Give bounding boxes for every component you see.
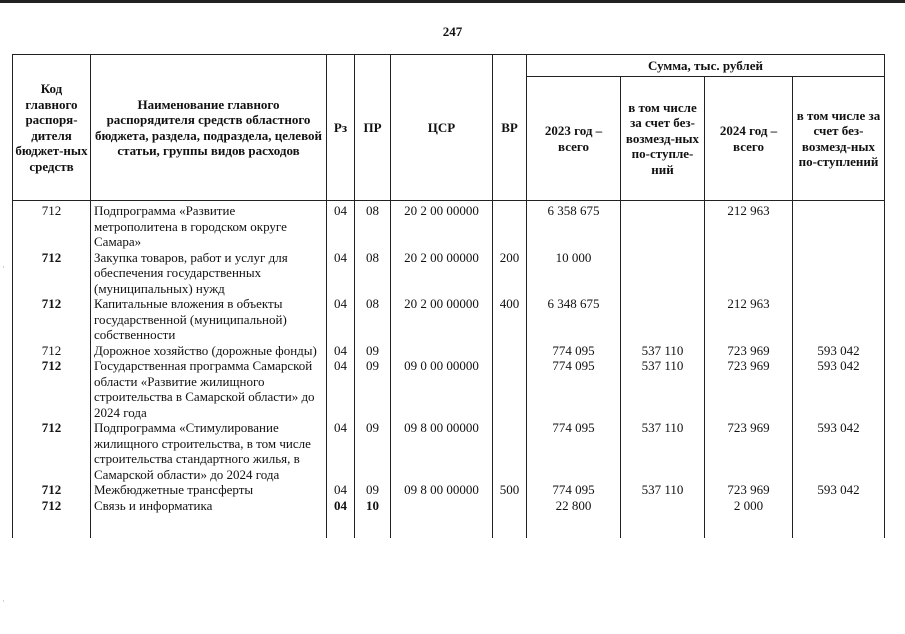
table-row xyxy=(13,201,885,250)
cell-name: Дорожное хозяйство (дорожные фонды) xyxy=(91,343,327,359)
header-pr: ПР xyxy=(355,55,391,201)
cell-2024-free xyxy=(793,296,885,343)
cell-name: Подпрограмма «Стимулирование жилищного строительства, в том числе строительства стандартного жилья, в Самарской области» до 2024 года xyxy=(91,420,327,482)
cell-name: Государственная программа Самарской области «Развитие жилищного строительства в Самарской области» до 2024 года xyxy=(91,358,327,420)
cell-2024-total: 723 969 xyxy=(705,358,793,420)
cell-2024-free: 593 042 xyxy=(793,358,885,420)
cell-csr: 09 0 00 00000 xyxy=(391,358,493,420)
cell-2023-free xyxy=(621,296,705,343)
cell-2024-free: 593 042 xyxy=(793,420,885,482)
cell-pr: 08 xyxy=(355,250,391,297)
cell-2024-total xyxy=(705,250,793,297)
cell-2023-total: 6 358 675 xyxy=(527,201,621,250)
cell-code: 712 xyxy=(13,343,91,359)
table-row xyxy=(13,482,885,498)
cell-name: Капитальные вложения в объекты государственной (муниципальной) собственности xyxy=(91,296,327,343)
cell-csr: 20 2 00 00000 xyxy=(391,250,493,297)
header-name: Наименование главного распорядителя средств областного бюджета, раздела, подраздела, целевой статьи, группы видов расходов xyxy=(91,55,327,201)
cell-csr xyxy=(391,498,493,538)
cell-rz: 04 xyxy=(327,358,355,420)
cell-2024-total: 723 969 xyxy=(705,420,793,482)
cell-vr: 500 xyxy=(493,482,527,498)
header-code: Код главного распоря-дителя бюджет-ных средств xyxy=(13,55,91,201)
cell-rz: 04 xyxy=(327,498,355,538)
cell-pr: 08 xyxy=(355,201,391,250)
table-row xyxy=(13,420,885,482)
cell-2023-free xyxy=(621,250,705,297)
header-sum-group: Сумма, тыс. рублей xyxy=(527,55,885,77)
cell-pr: 09 xyxy=(355,343,391,359)
cell-2023-free xyxy=(621,498,705,538)
table-row xyxy=(13,250,885,297)
cell-name: Связь и информатика xyxy=(91,498,327,538)
cell-2023-free: 537 110 xyxy=(621,358,705,420)
cell-pr: 09 xyxy=(355,420,391,482)
header-2024-total: 2024 год – всего xyxy=(705,77,793,201)
header-2023-total: 2023 год – всего xyxy=(527,77,621,201)
cell-2023-free: 537 110 xyxy=(621,482,705,498)
cell-pr: 09 xyxy=(355,358,391,420)
cell-2024-total: 212 963 xyxy=(705,201,793,250)
cell-code: 712 xyxy=(13,201,91,250)
cell-2023-free: 537 110 xyxy=(621,420,705,482)
scan-mark: · xyxy=(2,262,5,272)
cell-csr: 09 8 00 00000 xyxy=(391,420,493,482)
cell-2024-total: 212 963 xyxy=(705,296,793,343)
table-header xyxy=(13,55,885,201)
budget-table xyxy=(12,54,885,538)
header-2023-free: в том числе за счет без-возмезд-ных по-ступле-ний xyxy=(621,77,705,201)
cell-2023-total: 22 800 xyxy=(527,498,621,538)
table-row xyxy=(13,296,885,343)
cell-csr: 20 2 00 00000 xyxy=(391,201,493,250)
cell-rz: 04 xyxy=(327,482,355,498)
cell-code: 712 xyxy=(13,498,91,538)
header-vr: ВР xyxy=(493,55,527,201)
cell-csr xyxy=(391,343,493,359)
cell-csr: 09 8 00 00000 xyxy=(391,482,493,498)
cell-2024-total: 2 000 xyxy=(705,498,793,538)
cell-2023-total: 774 095 xyxy=(527,358,621,420)
cell-pr: 08 xyxy=(355,296,391,343)
cell-2023-total: 10 000 xyxy=(527,250,621,297)
cell-code: 712 xyxy=(13,250,91,297)
cell-2024-free xyxy=(793,201,885,250)
cell-pr: 09 xyxy=(355,482,391,498)
cell-pr: 10 xyxy=(355,498,391,538)
cell-2024-total: 723 969 xyxy=(705,482,793,498)
cell-vr xyxy=(493,201,527,250)
cell-2024-free xyxy=(793,250,885,297)
table-row xyxy=(13,343,885,359)
cell-code: 712 xyxy=(13,358,91,420)
cell-2023-total: 6 348 675 xyxy=(527,296,621,343)
cell-rz: 04 xyxy=(327,296,355,343)
cell-2024-total: 723 969 xyxy=(705,343,793,359)
cell-2024-free: 593 042 xyxy=(793,482,885,498)
cell-code: 712 xyxy=(13,296,91,343)
cell-code: 712 xyxy=(13,420,91,482)
cell-code: 712 xyxy=(13,482,91,498)
cell-2023-free: 537 110 xyxy=(621,343,705,359)
scan-mark: · xyxy=(2,596,5,606)
cell-rz: 04 xyxy=(327,420,355,482)
table-row xyxy=(13,498,885,538)
cell-rz: 04 xyxy=(327,343,355,359)
header-2024-free: в том числе за счет без-возмезд-ных по-ступлений xyxy=(793,77,885,201)
header-rz: Рз xyxy=(327,55,355,201)
scan-edge xyxy=(0,0,905,3)
cell-2023-total: 774 095 xyxy=(527,482,621,498)
cell-2024-free: 593 042 xyxy=(793,343,885,359)
page-number: 247 xyxy=(442,24,463,39)
cell-vr xyxy=(493,420,527,482)
cell-2023-total: 774 095 xyxy=(527,420,621,482)
cell-2023-free xyxy=(621,201,705,250)
table-row xyxy=(13,358,885,420)
cell-2023-total: 774 095 xyxy=(527,343,621,359)
cell-rz: 04 xyxy=(327,250,355,297)
cell-name: Межбюджетные трансферты xyxy=(91,482,327,498)
cell-vr: 200 xyxy=(493,250,527,297)
cell-vr xyxy=(493,343,527,359)
cell-csr: 20 2 00 00000 xyxy=(391,296,493,343)
table-body xyxy=(13,201,885,538)
cell-2024-free xyxy=(793,498,885,538)
cell-vr: 400 xyxy=(493,296,527,343)
cell-vr xyxy=(493,358,527,420)
cell-name: Подпрограмма «Развитие метрополитена в городском округе Самара» xyxy=(91,201,327,250)
cell-vr xyxy=(493,498,527,538)
cell-name: Закупка товаров, работ и услуг для обеспечения государственных (муниципальных) нужд xyxy=(91,250,327,297)
cell-rz: 04 xyxy=(327,201,355,250)
header-csr: ЦСР xyxy=(391,55,493,201)
